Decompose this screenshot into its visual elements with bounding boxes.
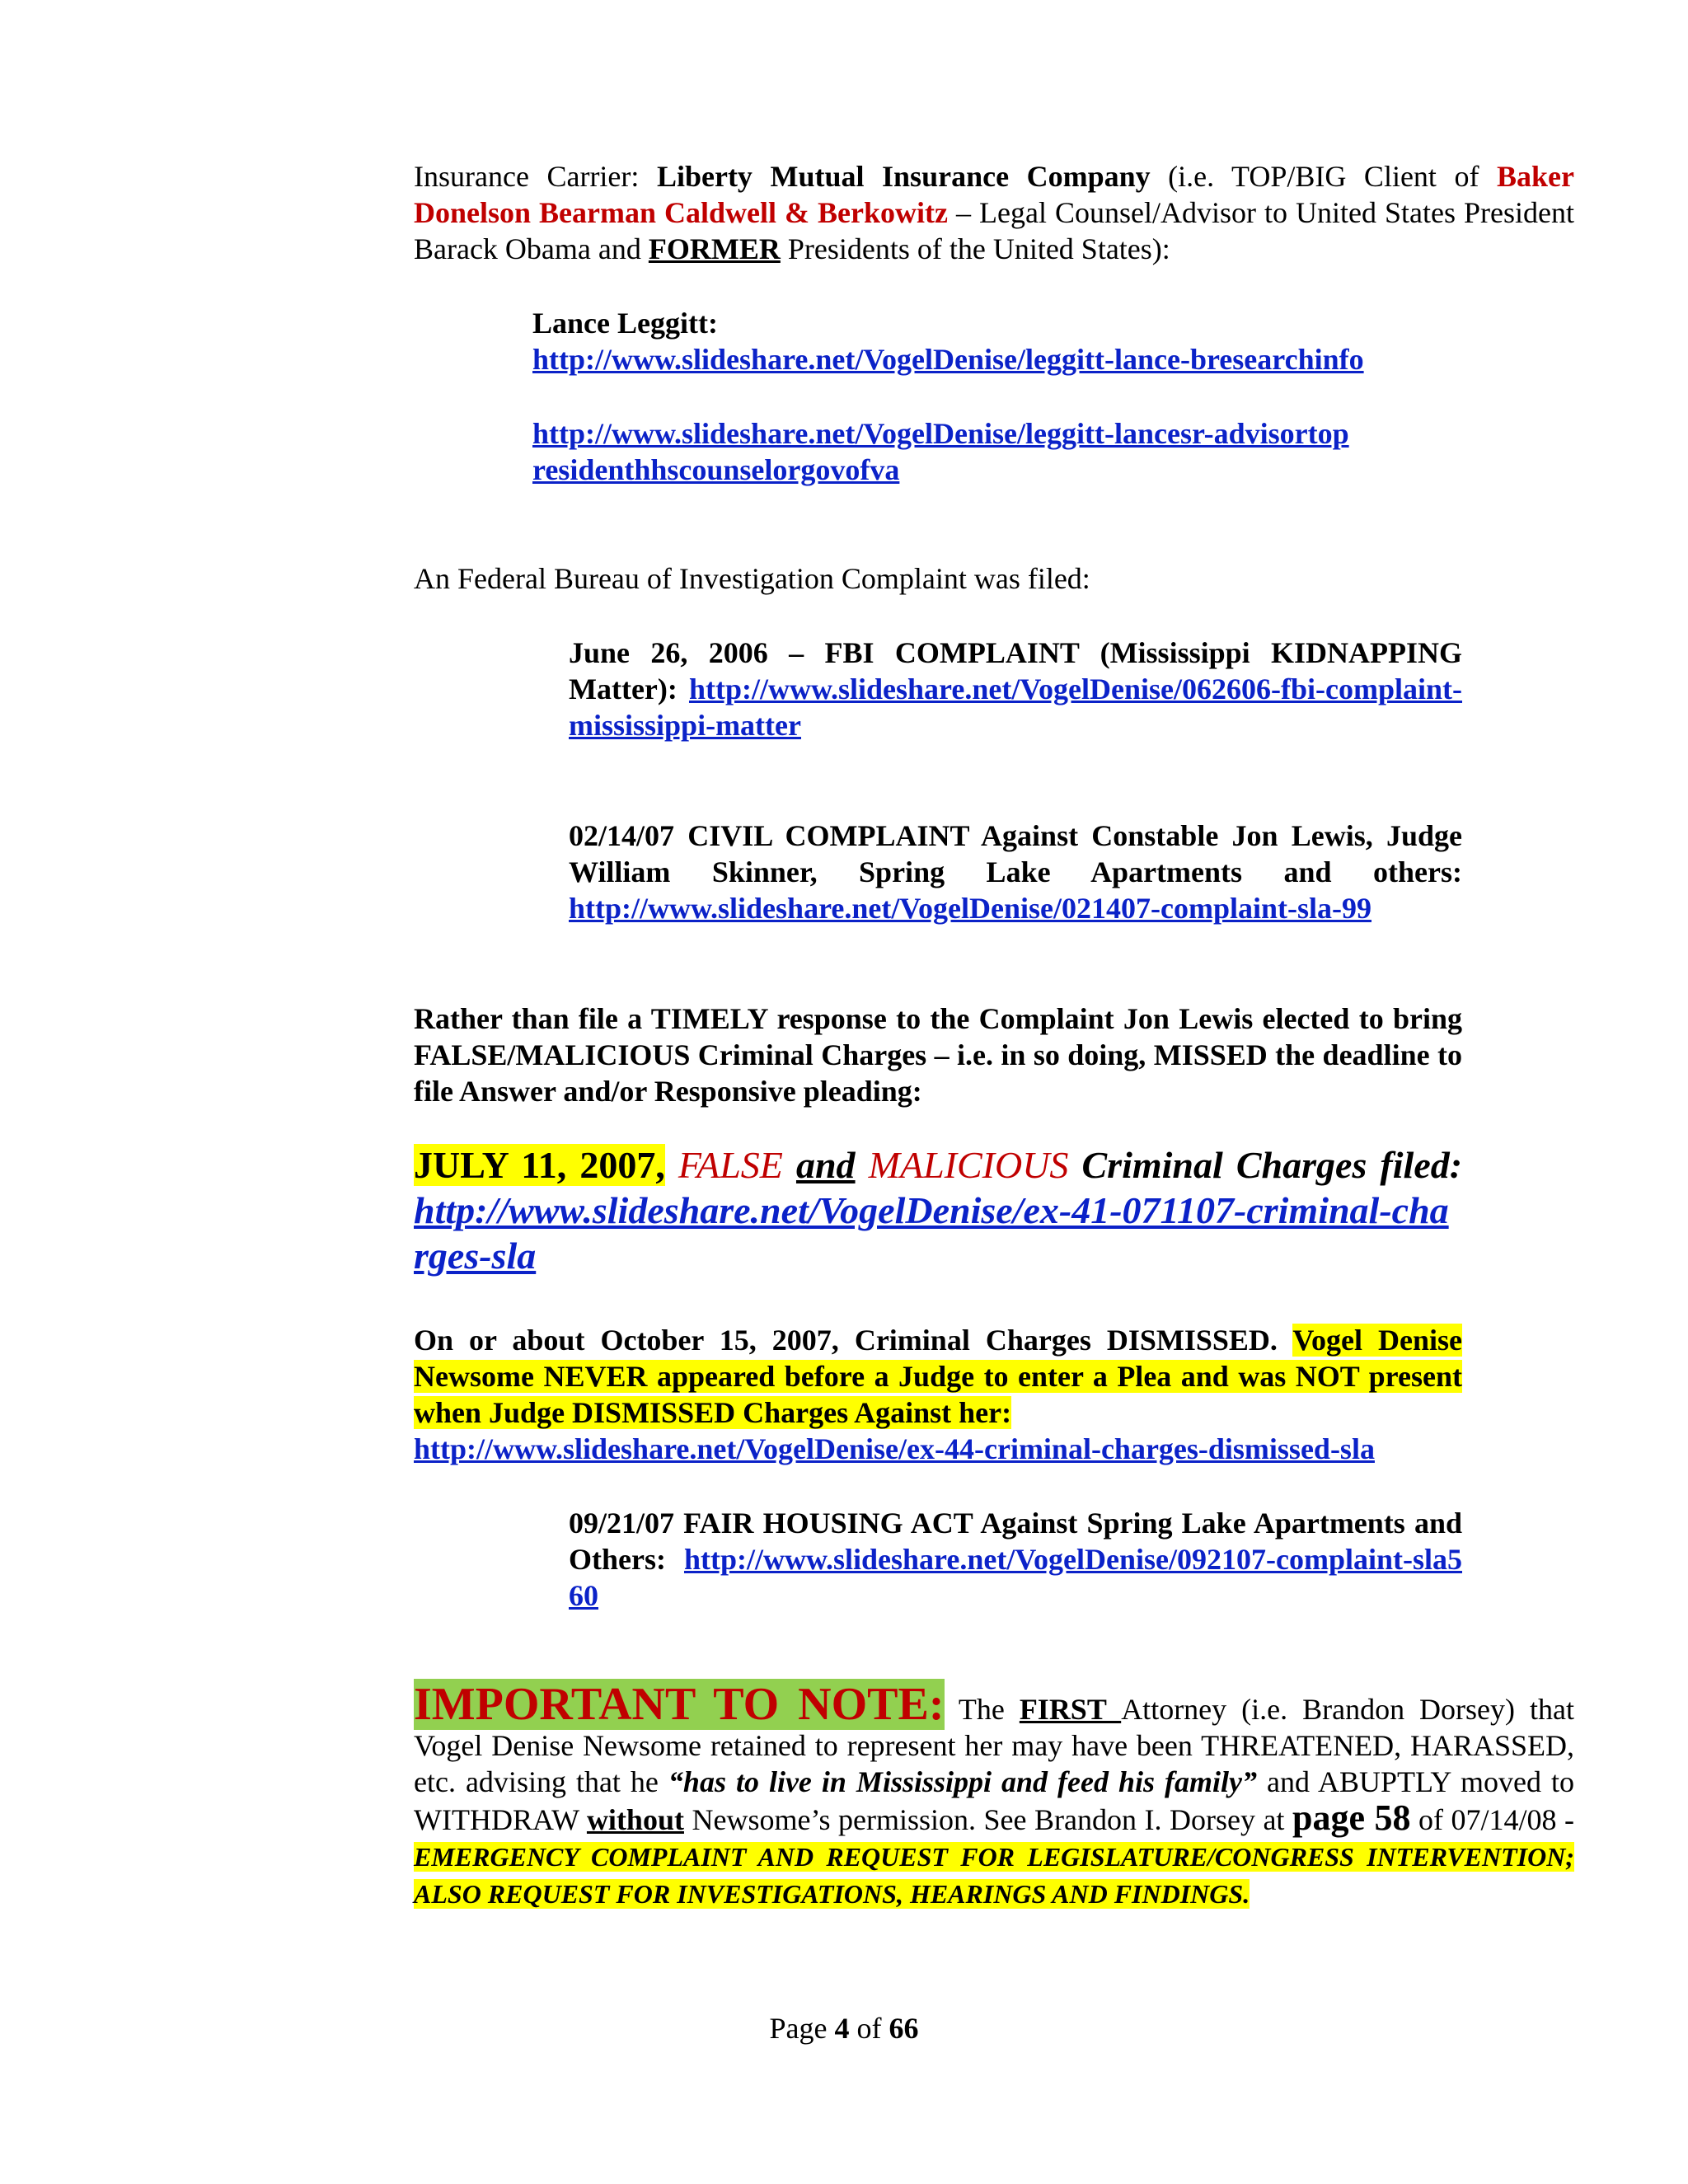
important-t4: Newsome’s permission. See Brandon I. Dorsey at (683, 1803, 1292, 1836)
page-footer (0, 2011, 1688, 2046)
footer-page-number: 4 (834, 2012, 850, 2045)
without-word: without (586, 1803, 684, 1836)
dismissed-text: On or about October 15, 2007, Criminal Charges DISMISSED. (414, 1324, 1293, 1357)
and-word: and (795, 1144, 856, 1186)
former-word: FORMER (648, 232, 781, 265)
dismissed-paragraph (414, 1322, 1462, 1467)
fha-complaint-link[interactable]: http://www.slideshare.net/VogelDenise/092107-complaint-sla560 (569, 1543, 1462, 1612)
dismissed-highlight: Vogel Denise Newsome NEVER appeared before a Judge to enter a Plea and was NOT present when Judge DISMISSED Charges Against her: (414, 1324, 1462, 1429)
page-58-ref: page 58 (1292, 1797, 1411, 1838)
fha-entry (569, 1505, 1462, 1614)
footer-of-label: of (849, 2012, 889, 2045)
important-quote: “has to live in Mississippi and feed his family” (668, 1765, 1257, 1798)
civil-complaint-link[interactable]: http://www.slideshare.net/VogelDenise/021407-complaint-sla-99 (569, 892, 1372, 925)
false-word: FALSE (678, 1144, 783, 1186)
insurance-mid: (i.e. TOP/BIG Client of (1150, 160, 1497, 193)
insurance-paragraph (414, 158, 1574, 267)
fbi-entry-text: June 26, 2006 – FBI COMPLAINT (Mississippi KIDNAPPING Matter): (569, 636, 1462, 705)
footer-page-label: Page (769, 2012, 835, 2045)
insurance-tail2: Presidents of the United States): (780, 232, 1170, 265)
important-label: IMPORTANT TO NOTE: (414, 1679, 945, 1730)
july-rest: Criminal Charges filed: (1068, 1144, 1463, 1186)
important-t3: and ABUPTLY moved to WITHDRAW (414, 1765, 1575, 1836)
first-word: FIRST (1019, 1693, 1122, 1726)
footer-total-pages: 66 (889, 2012, 919, 2045)
law-firm-name: Baker Donelson Bearman Caldwell & Berkowitz (414, 160, 1574, 229)
important-t1: The (944, 1693, 1020, 1726)
july-paragraph (414, 1144, 1462, 1280)
july-date: JULY 11, 2007, (414, 1144, 665, 1186)
lance-link-2-para (532, 415, 1357, 488)
malicious-word: MALICIOUS (868, 1144, 1069, 1186)
lance-name: Lance Leggitt: (532, 307, 718, 340)
fbi-complaint-link[interactable]: http://www.slideshare.net/VogelDenise/062606-fbi-complaint-mississippi-matter (569, 673, 1462, 742)
insurance-label: Insurance Carrier: (414, 160, 657, 193)
important-t2: Attorney (i.e. Brandon Dorsey) that Vogel Denise Newsome retained to represent her may have been THREATENED, HARASSED, etc. advising that he (414, 1693, 1574, 1798)
important-t5: of 07/14/08 - (1410, 1803, 1575, 1836)
civil-entry-text: 02/14/07 CIVIL COMPLAINT Against Constable Jon Lewis, Judge William Skinner, Spring Lake Apartments and others: (569, 819, 1462, 888)
lance-link-1[interactable]: http://www.slideshare.net/VogelDenise/leggitt-lance-bresearchinfo (532, 343, 1364, 376)
insurance-company: Liberty Mutual Insurance Company (656, 160, 1151, 193)
rather-paragraph: Rather than file a TIMELY response to the Complaint Jon Lewis elected to bring FALSE/MALICIOUS Criminal Charges – i.e. in so doing, MISSED the deadline to file Answer and/or Responsive pleading: (414, 1002, 1462, 1108)
insurance-tail1: – Legal Counsel/Advisor to United States President Barack Obama and (414, 196, 1575, 265)
emergency-complaint-title: EMERGENCY COMPLAINT AND REQUEST FOR LEGISLATURE/CONGRESS INTERVENTION; ALSO REQUEST FOR INVESTIGATIONS, HEARINGS AND FINDINGS. (414, 1842, 1574, 1909)
dismissed-link[interactable]: http://www.slideshare.net/VogelDenise/ex-44-criminal-charges-dismissed-sla (414, 1432, 1375, 1465)
fbi-intro: An Federal Bureau of Investigation Complaint was filed: (414, 562, 1090, 595)
civil-entry (569, 818, 1462, 926)
lance-link-2[interactable]: http://www.slideshare.net/VogelDenise/leggitt-lancesr-advisortopresidenthhscounselorgovofva (532, 417, 1349, 486)
fha-entry-text: 09/21/07 FAIR HOUSING ACT Against Spring Lake Apartments and Others: (569, 1507, 1462, 1576)
lance-block (532, 305, 1489, 377)
criminal-charges-link[interactable]: http://www.slideshare.net/VogelDenise/ex-41-071107-criminal-charges-sla (414, 1189, 1449, 1277)
fbi-entry (569, 635, 1462, 743)
important-paragraph (414, 1679, 1575, 1912)
